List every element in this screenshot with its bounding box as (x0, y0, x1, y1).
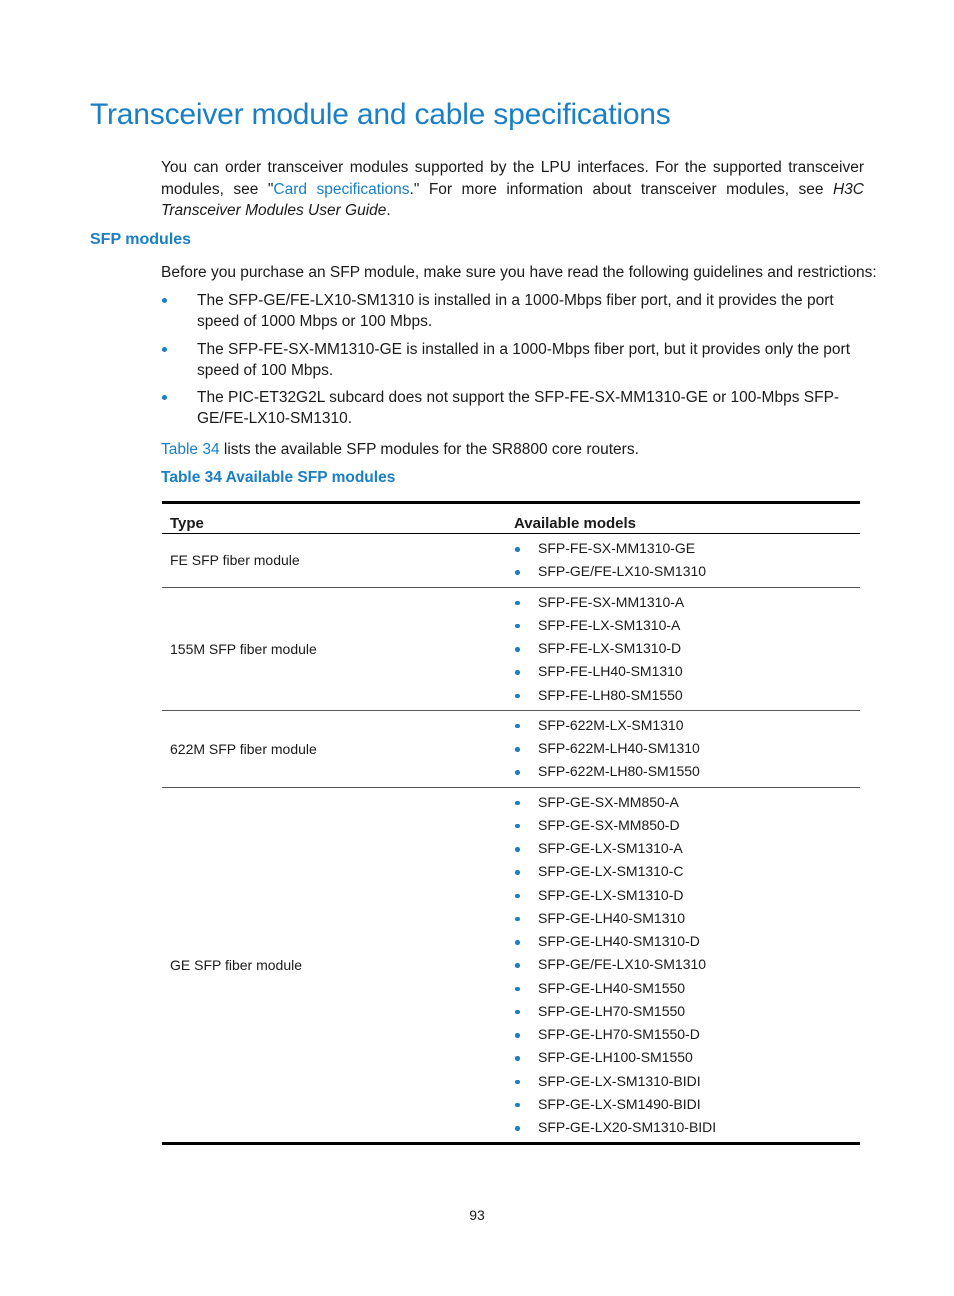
module-type-cell: 622M SFP fiber module (162, 710, 506, 787)
model-name: SFP-FE-SX-MM1310-A (538, 593, 685, 610)
model-name: SFP-622M-LH40-SM1310 (538, 740, 700, 756)
bullet-icon (515, 870, 520, 875)
model-name: SFP-FE-LH40-SM1310 (538, 663, 683, 680)
guidelines-list (161, 290, 866, 436)
intro-text: ." For more information about transceiver modules, see (409, 180, 833, 198)
header-models: Available models (506, 503, 860, 534)
model-item (514, 614, 860, 637)
model-item (514, 1000, 860, 1023)
model-name: SFP-GE-LX-SM1310-C (538, 863, 684, 880)
model-item (514, 637, 860, 660)
model-item (514, 714, 860, 737)
model-item (514, 684, 860, 707)
guideline-item (161, 339, 866, 381)
models-cell (506, 787, 860, 1144)
bullet-icon (515, 647, 520, 652)
bullet-icon (162, 347, 167, 352)
model-name: SFP-622M-LX-SM1310 (538, 716, 684, 733)
model-item (514, 977, 860, 1000)
model-name: SFP-FE-LX-SM1310-D (538, 640, 682, 656)
model-item (514, 791, 860, 814)
bullet-icon (515, 747, 520, 752)
model-name: SFP-GE-LX-SM1310-A (538, 840, 683, 856)
model-name: SFP-622M-LH80-SM1550 (538, 763, 700, 780)
model-name: SFP-GE-LX-SM1310-BIDI (538, 1072, 701, 1089)
bullet-icon (515, 624, 520, 629)
bullet-icon (515, 847, 520, 852)
header-type: Type (162, 503, 506, 534)
guideline-item (161, 387, 866, 429)
bullet-icon (162, 395, 167, 400)
intro-text: . (386, 202, 391, 219)
model-name: SFP-GE-LH40-SM1310-D (538, 933, 700, 949)
bullet-icon (515, 801, 520, 806)
models-list (514, 788, 860, 1143)
model-name: SFP-FE-SX-MM1310-GE (538, 540, 696, 556)
model-name: SFP-GE-LH100-SM1550 (538, 1049, 693, 1066)
model-item (514, 1046, 860, 1069)
models-list (514, 588, 860, 710)
model-name: SFP-GE-LH40-SM1550 (538, 979, 686, 996)
page-number: 93 (469, 1207, 485, 1223)
model-name: SFP-FE-LX-SM1310-A (538, 616, 681, 633)
bullet-icon (515, 987, 520, 992)
bullet-icon (515, 601, 520, 606)
model-item (514, 884, 860, 907)
page-title: Transceiver module and cable specifications (90, 98, 671, 131)
table-row (162, 787, 860, 1144)
bullet-icon (515, 1056, 520, 1061)
intro-text: You can order transceiver modules supported by the LPU interfaces. For the supported transceiver modules, see " (161, 159, 864, 198)
model-name: SFP-GE-LX-SM1310-D (538, 886, 684, 903)
model-name: SFP-GE/FE-LX10-SM1310 (538, 956, 707, 973)
module-type-cell: FE SFP fiber module (162, 534, 506, 588)
models-cell (506, 534, 860, 588)
table-reference (161, 439, 639, 460)
model-name: SFP-GE/FE-LX10-SM1310 (538, 563, 707, 580)
model-item (514, 1093, 860, 1116)
bullet-icon (515, 1010, 520, 1015)
model-item (514, 1023, 860, 1046)
section-heading: SFP modules (90, 231, 192, 248)
bullet-icon (515, 1080, 520, 1085)
model-item (514, 953, 860, 976)
bullet-icon (515, 824, 520, 829)
model-item (514, 760, 860, 783)
model-item (514, 537, 860, 560)
models-list (514, 534, 860, 587)
module-type-cell: 155M SFP fiber module (162, 587, 506, 710)
model-item (514, 814, 860, 837)
bullet-icon (515, 917, 520, 922)
model-name: SFP-GE-LX-SM1490-BIDI (538, 1095, 701, 1112)
model-name: SFP-GE-LH70-SM1550-D (538, 1026, 700, 1042)
model-item (514, 860, 860, 883)
bullet-icon (515, 1126, 520, 1131)
model-item (514, 660, 860, 683)
bullet-icon (162, 298, 167, 303)
sfp-modules-table (162, 501, 860, 1145)
bullet-icon (515, 694, 520, 699)
model-name: SFP-FE-LH80-SM1550 (538, 686, 683, 703)
guideline-text: The PIC-ET32G2L subcard does not support the SFP-FE-SX-MM1310-GE or 100-Mbps SFP-GE/FE-LX10-SM1310. (197, 389, 840, 427)
bullet-icon (515, 1033, 520, 1038)
table-caption: Table 34 Available SFP modules (161, 469, 396, 486)
module-type-cell: GE SFP fiber module (170, 956, 303, 973)
model-item (514, 1070, 860, 1093)
bullet-icon (515, 547, 520, 552)
model-item (514, 560, 860, 583)
table-header-row (162, 503, 860, 534)
bullet-icon (515, 670, 520, 675)
guideline-text: The SFP-FE-SX-MM1310-GE is installed in a 1000-Mbps fiber port, but it provides only the port speed of 100 Mbps. (197, 340, 851, 379)
model-name: SFP-GE-LH40-SM1310 (538, 909, 686, 926)
bullet-icon (515, 1103, 520, 1108)
bullet-icon (515, 724, 520, 729)
models-cell (506, 710, 860, 787)
intro-paragraph (161, 157, 864, 222)
table-row (162, 710, 860, 787)
guide-title: H3C Transceiver Modules User Guide (161, 180, 864, 219)
model-item (514, 737, 860, 760)
card-specifications-link[interactable]: Card specifications (273, 180, 410, 198)
bullet-icon (515, 963, 520, 968)
model-item (514, 837, 860, 860)
model-name: SFP-GE-LH70-SM1550 (538, 1002, 686, 1019)
model-name: SFP-GE-SX-MM850-D (538, 816, 680, 833)
bullet-icon (515, 940, 520, 945)
table-34-link[interactable]: Table 34 (161, 441, 220, 458)
models-cell (506, 587, 860, 710)
guideline-text: The SFP-GE/FE-LX10-SM1310 is installed in a 1000-Mbps fiber port, and it provides the port speed of 1000 Mbps or 100 Mbps. (197, 292, 834, 330)
model-item (514, 907, 860, 930)
bullet-icon (515, 894, 520, 899)
model-name: SFP-GE-LX20-SM1310-BIDI (538, 1119, 717, 1135)
table-row (162, 587, 860, 710)
model-name: SFP-GE-SX-MM850-A (538, 793, 679, 810)
guideline-item (161, 290, 866, 332)
models-list (514, 711, 860, 787)
guidelines-lead: Before you purchase an SFP module, make sure you have read the following guidelines and restrictions: (161, 264, 877, 281)
model-item (514, 930, 860, 953)
table-row (162, 534, 860, 588)
bullet-icon (515, 570, 520, 575)
table-body (162, 534, 860, 1144)
table-reference-text: lists the available SFP modules for the SR8800 core routers. (219, 441, 639, 458)
model-item (514, 1116, 860, 1139)
bullet-icon (515, 770, 520, 775)
model-item (514, 591, 860, 614)
